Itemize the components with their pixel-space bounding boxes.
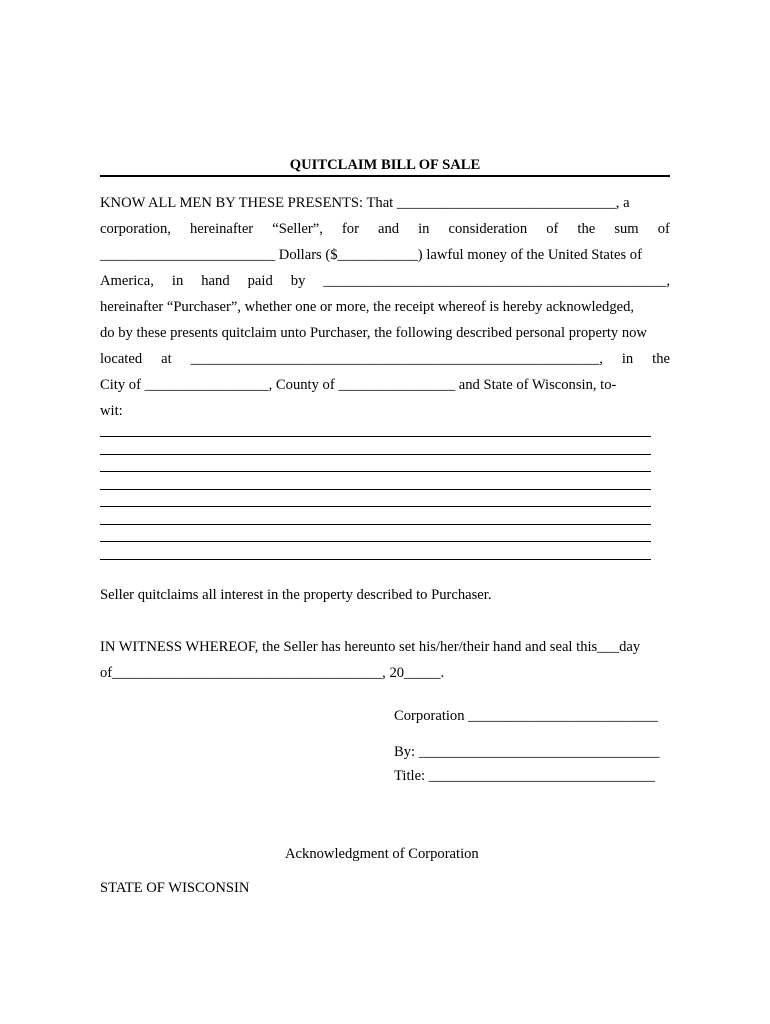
body-line-5 xyxy=(100,294,670,320)
property-description-line[interactable] xyxy=(100,454,651,455)
property-description-line[interactable] xyxy=(100,559,651,560)
body-word: hand xyxy=(201,273,230,289)
property-description-line[interactable] xyxy=(100,471,651,472)
body-line-3-text: ________________________ Dollars ($___________) lawful money of the United States of xyxy=(100,247,642,263)
body-word: ________________________________________________________, xyxy=(190,351,603,367)
body-word: the xyxy=(652,351,670,367)
state-line: STATE OF WISCONSIN xyxy=(100,880,250,896)
body-word: _______________________________________________, xyxy=(323,273,670,289)
title-signature-line: Title: _______________________________ xyxy=(394,768,655,784)
body-word: America, xyxy=(100,273,154,289)
property-description-line[interactable] xyxy=(100,524,651,525)
property-description-lines xyxy=(100,436,651,576)
by-signature-line: By: _________________________________ xyxy=(394,744,660,760)
recital-paragraph xyxy=(100,190,670,424)
body-word: in xyxy=(418,221,430,237)
body-line-1 xyxy=(100,190,670,216)
body-line-8 xyxy=(100,372,670,398)
body-word: and xyxy=(378,221,400,237)
body-line-7 xyxy=(100,346,670,372)
body-word: in xyxy=(171,273,184,289)
body-line-5-text: hereinafter “Purchaser”, whether one or more, the receipt whereof is hereby acknowledged, xyxy=(100,299,635,315)
body-word: consideration xyxy=(448,221,528,237)
document-title: QUITCLAIM BILL OF SALE xyxy=(289,157,481,173)
property-description-line[interactable] xyxy=(100,541,651,542)
witness-line-2: of_____________________________________, 20_____. xyxy=(100,665,445,681)
body-word: in xyxy=(621,351,634,367)
body-word: of xyxy=(657,221,670,237)
body-word: located xyxy=(100,351,143,367)
body-line-6-text: do by these presents quitclaim unto Purchaser, the following described personal property now xyxy=(100,325,647,341)
body-word: sum xyxy=(614,221,639,237)
body-word: corporation, xyxy=(100,221,171,237)
acknowledgment-heading: Acknowledgment of Corporation xyxy=(285,846,479,862)
body-line-9 xyxy=(100,398,670,424)
body-word: the xyxy=(577,221,596,237)
body-word: of xyxy=(546,221,559,237)
body-line-1-text: KNOW ALL MEN BY THESE PRESENTS: That ______________________________, a xyxy=(100,195,630,211)
body-word: hereinafter xyxy=(189,221,254,237)
body-line-4 xyxy=(100,268,670,294)
body-line-6 xyxy=(100,320,670,346)
witness-line-1: IN WITNESS WHEREOF, the Seller has hereunto set his/her/their hand and seal this___day xyxy=(100,639,641,655)
corporation-signature-line: Corporation __________________________ xyxy=(394,708,658,724)
body-word: paid xyxy=(247,273,273,289)
body-word: at xyxy=(161,351,172,367)
title-underline xyxy=(100,175,670,177)
property-description-line[interactable] xyxy=(100,436,651,437)
quitclaim-statement: Seller quitclaims all interest in the property described to Purchaser. xyxy=(100,587,492,603)
body-word: by xyxy=(290,273,306,289)
body-line-9-text: wit: xyxy=(100,403,123,419)
body-line-3 xyxy=(100,242,670,268)
body-line-2 xyxy=(100,216,670,242)
body-line-8-text: City of _________________, County of ________________ and State of Wisconsin, to- xyxy=(100,377,617,393)
body-word: for xyxy=(341,221,359,237)
body-word: “Seller”, xyxy=(272,221,323,237)
property-description-line[interactable] xyxy=(100,506,651,507)
property-description-line[interactable] xyxy=(100,489,651,490)
